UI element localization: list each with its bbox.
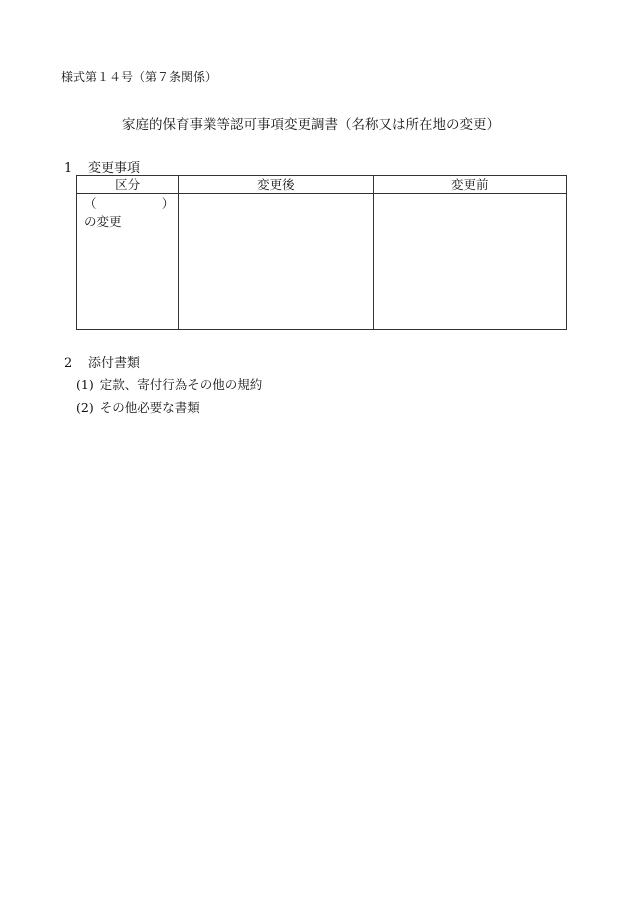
table-header-row	[77, 176, 567, 194]
category-cell[interactable]	[77, 194, 179, 330]
header-after-change: 変更後	[179, 176, 373, 194]
section-2-heading	[64, 352, 140, 371]
after-change-cell[interactable]	[179, 194, 373, 330]
document-title: 家庭的保育事業等認可事項変更調書（名称又は所在地の変更）	[122, 117, 500, 133]
section-2-title: 添付書類	[88, 356, 141, 371]
change-items-table	[76, 175, 567, 330]
attachment-item-number: (1)	[76, 377, 94, 392]
attachment-item-text: 定款、寄付行為その他の規約	[99, 377, 263, 392]
header-before-change: 変更前	[373, 176, 566, 194]
attachment-item-text: その他必要な書類	[99, 400, 200, 415]
attachment-item-number: (2)	[76, 400, 94, 415]
attachment-item	[76, 398, 200, 416]
section-1-heading	[64, 157, 140, 176]
close-paren: ）	[161, 196, 175, 211]
section-2-number: 2	[64, 356, 73, 371]
section-1-number: 1	[64, 161, 73, 176]
category-suffix: の変更	[84, 214, 122, 229]
open-paren: （	[84, 196, 97, 211]
table-row	[77, 194, 567, 330]
section-1-title: 変更事項	[88, 161, 141, 176]
before-change-cell[interactable]	[373, 194, 566, 330]
form-number: 様式第１４号（第７条関係）	[61, 70, 218, 84]
category-paren-line	[84, 196, 174, 212]
header-category: 区分	[77, 176, 179, 194]
attachment-item	[76, 375, 262, 393]
